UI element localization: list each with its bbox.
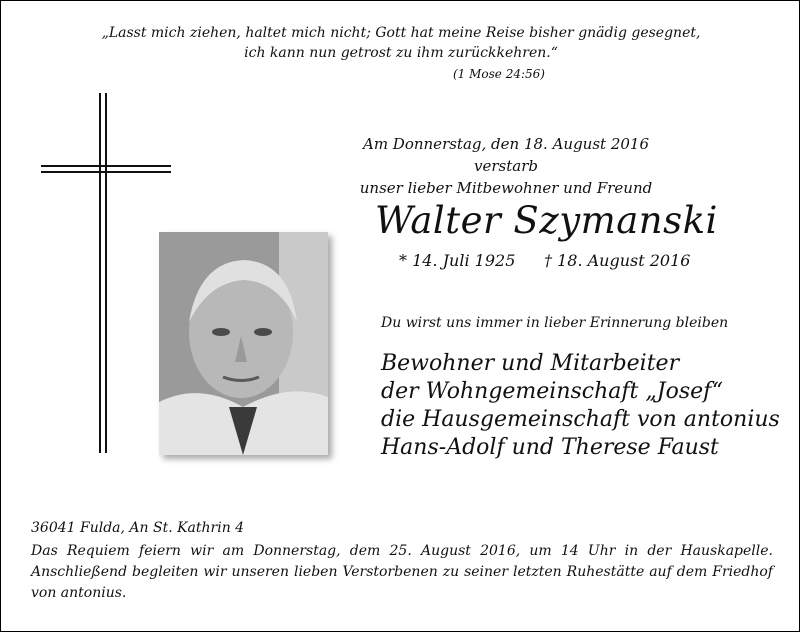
quote-line-1: „Lasst mich ziehen, haltet mich nicht; Gott hat meine Reise bisher gnädig gesegnet, bbox=[101, 25, 701, 41]
deceased-name: Walter Szymanski bbox=[375, 199, 718, 242]
portrait-image bbox=[159, 232, 328, 455]
mourners-list bbox=[381, 350, 780, 462]
death-announcement bbox=[341, 133, 671, 199]
portrait-photo bbox=[159, 232, 328, 455]
memory-line: Du wirst uns immer in lieber Erinnerung bleiben bbox=[381, 315, 729, 331]
cross-icon bbox=[41, 93, 171, 453]
birth-date: * 14. Juli 1925 bbox=[399, 251, 516, 270]
quote-line-2: ich kann nun getrost zu ihm zurückkehren.“ bbox=[244, 45, 558, 61]
bible-quote bbox=[1, 23, 800, 81]
announcement-line-1: Am Donnerstag, den 18. August 2016 verstarb bbox=[362, 135, 649, 175]
mourner-line: Bewohner und Mitarbeiter bbox=[381, 351, 680, 376]
address: 36041 Fulda, An St. Kathrin 4 bbox=[31, 520, 245, 536]
announcement-line-2: unser lieber Mitbewohner und Freund bbox=[359, 179, 653, 197]
mourner-line: die Hausgemeinschaft von antonius bbox=[381, 407, 780, 432]
mourner-line: Hans-Adolf und Therese Faust bbox=[381, 435, 719, 460]
mourner-line: der Wohngemeinschaft „Josef“ bbox=[381, 379, 723, 404]
quote-reference: (1 Mose 24:56) bbox=[453, 67, 545, 81]
death-date: † 18. August 2016 bbox=[544, 251, 691, 270]
requiem-info: Das Requiem feiern wir am Donnerstag, dem 25. August 2016, um 14 Uhr in der Hauskapelle. Anschließend begleiten wir unseren lieben Verstorbenen zu seiner letzten Ruhestätte auf dem Friedhof von antonius. bbox=[31, 543, 773, 601]
